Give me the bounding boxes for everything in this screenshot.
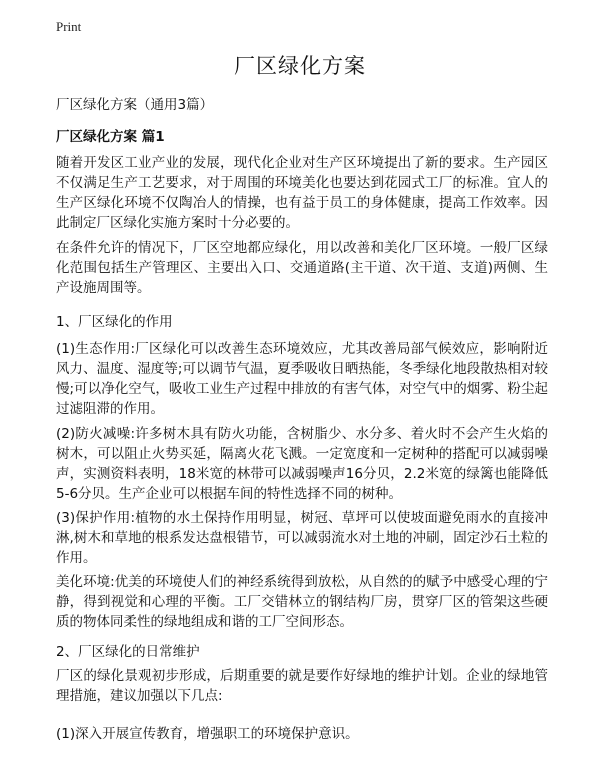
fire-noise-paragraph: (2)防火减噪:许多树木具有防火功能，含树脂少、水分多、着火时不会产生火焰的树木，可以阻止火势买延，隔离火花飞溅。一定宽度和一定树种的搭配可以减弱噪声，实测资料表明，18米宽的林带可以减弱噪声16分贝，2.2米宽的绿篱也能降低5-6分贝。生产企业可以根据车间的特性选择不同的树种。 [56, 426, 548, 502]
section-heading: 厂区绿化方案 篇1 [56, 129, 165, 145]
section-heading-maintenance: 2、厂区绿化的日常维护 [56, 644, 200, 660]
beautify-paragraph: 美化环境:优美的环境使人们的神经系统得到放松，从自然的的赋予中感受心理的宁静，得到视觉和心理的平衡。工厂交错林立的钢结构厂房，贯穿厂区的管架这些硬质的物体同柔性的绿地组成和谐的工厂空间形态。 [56, 574, 548, 630]
document-subtitle: 厂区绿化方案（通用3篇） [56, 97, 214, 113]
section-heading-role: 1、厂区绿化的作用 [56, 314, 173, 330]
print-link[interactable]: Print [56, 19, 82, 34]
intro-paragraph: 随着开发区工业产业的发展，现代化企业对生产区环境提出了新的要求。生产园区不仅满足生产工艺要求，对于周围的环境美化也要达到花园式工厂的标准。宜人的生产区绿化环境不仅陶冶人的情操，也有益于员工的身体健康，提高工作效率。因此制定厂区绿化实施方案时十分必要的。 [56, 155, 548, 231]
scope-paragraph: 在条件允许的情况下，厂区空地都应绿化，用以改善和美化厂区环境。一般厂区绿化范围包括生产管理区、主要出入口、交通道路(主干道、次干道、支道)两侧、生产设施周围等。 [56, 240, 548, 296]
maintenance-paragraph: 厂区的绿化景观初步形成，后期重要的就是要作好绿地的维护计划。企业的绿地管理措施，建议加强以下几点: [56, 668, 548, 704]
protection-paragraph: (3)保护作用:植物的水土保持作用明显，树冠、草坪可以使坡面避免雨水的直接冲淋,树木和草地的根系发达盘根错节，可以减弱流水对土地的冲刷，固定沙石土粒的作用。 [56, 510, 548, 566]
measure-item-1: (1)深入开展宣传教育，增强职工的环境保护意识。 [56, 726, 359, 742]
page-title: 厂区绿化方案 [234, 54, 366, 78]
ecology-paragraph: (1)生态作用:厂区绿化可以改善生态环境效应，尤其改善局部气候效应，影响附近风力、温度、湿度等;可以调节气温，夏季吸收日晒热能，冬季绿化地段散热相对较慢;可以净化空气，吸收工业生产过程中排放的有害气体，对空气中的烟雾、粉尘起过滤阻滞的作用。 [56, 341, 548, 417]
